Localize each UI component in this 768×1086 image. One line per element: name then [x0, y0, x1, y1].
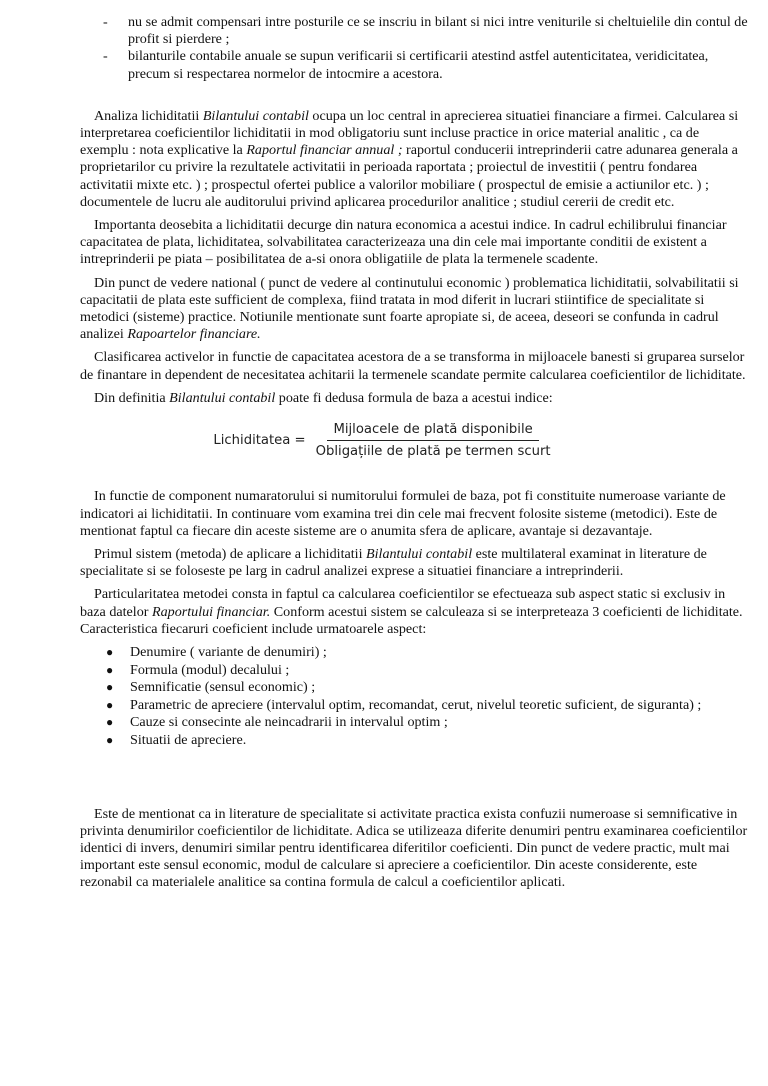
bullet-marker: ● — [106, 645, 114, 660]
paragraph-definition: Din definitia Bilantului contabil poate fi dedusa formula de baza a acestui indice: — [94, 389, 553, 406]
list-item: ● Semnificatie (sensul economic) ; — [106, 679, 316, 696]
paragraph-method: Particularitatea metodei consta in faptul ca calcularea coeficientilor se efectueaza sub aspect static si exclusiv in baza datelor Raportului financiar. Conform acestui sistem se calculeaza si se interpreteaza 3 coeficienti de lichiditate. Caracteristica fiecaruri coeficient include urmatoarele aspect: — [80, 586, 743, 637]
list-item: ● Parametric de apreciere (intervalul optim, recomandat, cerut, nivelul teoretic suficient, de siguranta) ; — [106, 696, 702, 713]
bullet-marker: ● — [106, 697, 114, 712]
paragraph-importance: Importanta deosebita a lichiditatii decurge din natura economica a acestui indice. In cadrul echilibrului financiar capacitatea de plata, lichiditatea, solvabilitatea caracterizeaza una din cele mai importante conditii de existent a intreprinderii pe piata – posibilitatea de a-si onora obligatiile de plata la termenele scadente. — [80, 217, 727, 268]
document-page — [80, 14, 750, 892]
aspects-bullet-list — [80, 644, 750, 750]
paragraph-first-system: Primul sistem (metoda) de aplicare a lichiditatii Bilantului contabil este multilateral examinat in literature de specialitate si se foloseste pe larg in cadrul analizei exprese a situatiei financiare a intreprinderii. — [80, 546, 707, 580]
formula-fraction — [310, 421, 557, 460]
dash-marker: - — [103, 48, 108, 65]
liquidity-formula — [20, 421, 750, 460]
bullet-marker: ● — [106, 733, 114, 748]
list-item: ● Situatii de apreciere. — [106, 732, 247, 749]
paragraph-confusion: Este de mentionat ca in literature de specialitate si activitate practica exista confuzii numeroase si semnificative in privinta denumirilor coeficientilor de lichiditate. Adica se utilizeaza diferite denumiri pentru examinarea coeficientilor identici di invers, denumiri similar pentru identificarea diferitilor coeficienti. Din punct de vedere practic, mult mai important este sensul economic, modul de calculare si apreciere a coeficientilor. Din aceste considerente, este rezonabil ca materialele analitice sa contina formula de calcul a coeficientilor aplicati. — [80, 805, 748, 891]
paragraph-variants: In functie de component numaratorului si numitorului formulei de baza, pot fi constituite numeroase variante de indicatori ai lichiditatii. In continuare vom examina trei din cele mai frecvent folosite sisteme (metodici). Este de mentionat faptul ca fiecare din aceste sisteme are o anumita sfera de aplicare, avantaje si dezavantaje. — [80, 488, 726, 539]
paragraph-viewpoint: Din punct de vedere national ( punct de vedere al continutului economic ) problematica lichiditatii, solvabilitatii si capacitatii de plata este sufficient de complexa, fiind tratata in mod diferit in lucrari stiintifice de specialitate si metodici (sisteme) practice. Notiunile mentionate sunt foarte apropiate si, de aceea, deseori se confunda in cadrul analizei Rapoartelor financiare. — [80, 274, 739, 343]
top-dash-list — [80, 14, 750, 83]
list-item: - bilanturile contabile anuale se supun verificarii si certificarii atestind astfel autenticitatea, veridicitatea, precum si respectarea normelor de intocmire a acestora. — [103, 48, 709, 82]
list-item: ● Cauze si consecinte ale neincadrarii in intervalul optim ; — [106, 714, 448, 731]
dash-marker: - — [103, 14, 108, 30]
list-item: ● Denumire ( variante de denumiri) ; — [106, 644, 327, 661]
paragraph-analysis: Analiza lichiditatii Bilantului contabil ocupa un loc central in aprecierea situatiei financiare a firmei. Calcularea si interpretarea coeficientilor lichiditatii in mod obligatoriu sunt incluse practice in orice material analitic , ca de exemplu : nota explicative la Raportul financiar annual ; raportul conducerii intreprinderii catre adunarea generala a proprietarilor cu privire la rezultatele activitatii in perioada raportata ; proiectul de investitii ( pentru fondarea activitatii mixte etc. ) ; prospectul ofertei publice a valorilor mobiliare ( prospectul de emisie a actiunilor etc. ) ; documentele de lucru ale auditorului privind aplicarea procedurilor analitice ; studiul cererii de credit etc. — [80, 107, 739, 210]
formula-numerator: Mijloacele de plată disponibile — [327, 421, 538, 441]
bullet-marker: ● — [106, 680, 114, 695]
paragraph-classification: Clasificarea activelor in functie de capacitatea acestora de a se transforma in mijloacele banesti si gruparea surselor de finantare in dependent de necesitatea achitarii la termenele scandate permite calcularea coeficientilor de lichiditate. — [80, 349, 746, 383]
formula-denominator: Obligațiile de plată pe termen scurt — [315, 444, 551, 460]
list-item: ● Formula (modul) decalului ; — [106, 661, 290, 678]
list-item: - nu se admit compensari intre posturile ce se inscriu in bilant si nici intre veniturile si cheltuielile din contul de profit si pierdere ; — [103, 14, 748, 48]
bullet-marker: ● — [106, 662, 114, 677]
bullet-marker: ● — [106, 715, 114, 730]
formula-lhs: Lichiditatea = — [213, 433, 306, 449]
